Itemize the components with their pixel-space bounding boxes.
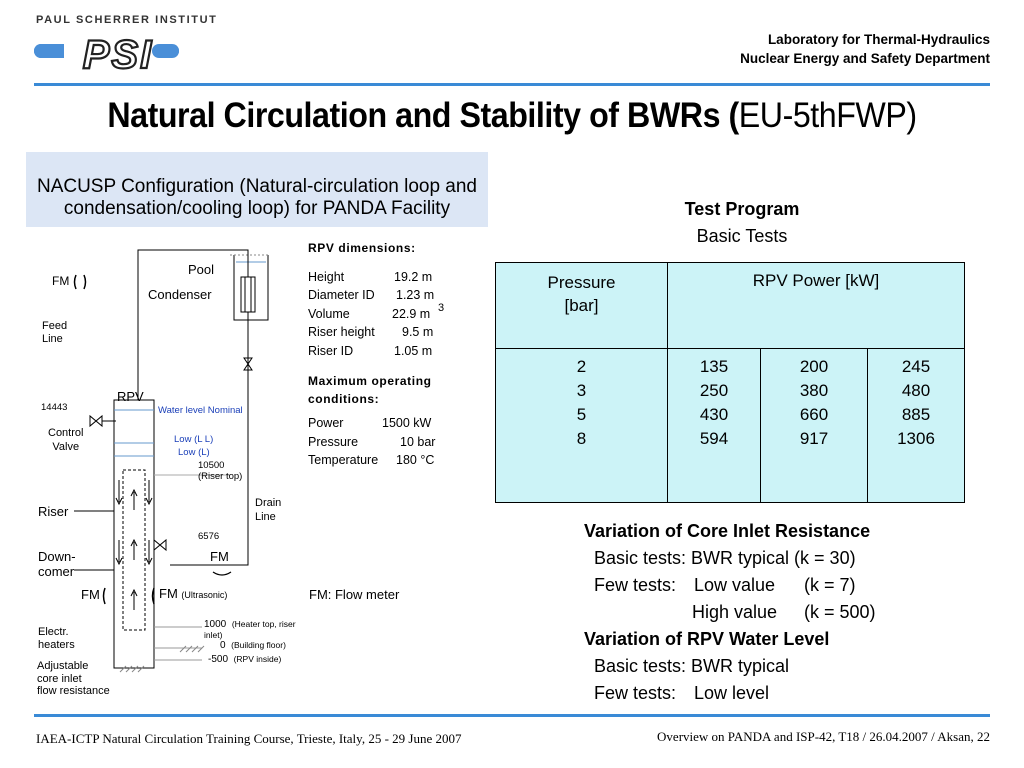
- config-caption: NACUSP Configuration (Natural-circulation loop and condensation/cooling loop) for PANDA Facility: [26, 152, 488, 227]
- flow-meter-legend: FM: Flow meter: [309, 587, 400, 602]
- institute-name: PAUL SCHERRER INSTITUT: [36, 14, 218, 26]
- drain-valve-mid: [154, 540, 166, 550]
- pressure-header: Pressure [bar]: [496, 263, 668, 349]
- core-resistance-heading: Variation of Core Inlet Resistance: [584, 521, 871, 541]
- variations-list: Variation of Core Inlet Resistance Basic tests: BWR typical (k = 30) Few tests: Low value (k = 7) High value (k = 500) Variation of RPV Water Level Basic tests: BWR typical Few tests: Low level: [584, 518, 984, 707]
- feed-line-label: Feed Line: [42, 320, 68, 345]
- department-name: Nuclear Energy and Safety Department: [740, 51, 990, 66]
- test-program: [640, 196, 844, 250]
- elevation-10500: 10500 (Riser top): [198, 460, 243, 482]
- max-conditions-heading: Maximum operating conditions:: [308, 374, 432, 406]
- power-header: RPV Power [kW]: [668, 263, 965, 349]
- psi-logo: [34, 30, 179, 74]
- pressure-values: 2 3 5 8: [496, 349, 668, 503]
- power-col-2: 200 380 660 917: [761, 349, 868, 503]
- fm-left-label: FM: [81, 587, 100, 602]
- page-title: Natural Circulation and Stability of BWRs (EU-5thFWP): [107, 96, 917, 135]
- fm-mid-label: FM: [210, 549, 229, 564]
- test-program-heading: Test Program: [684, 199, 800, 219]
- fm-top-label: FM: [52, 274, 70, 288]
- elevation-14443: 14443: [41, 402, 68, 413]
- control-valve-label: Control Valve: [48, 427, 84, 453]
- test-program-subheading: Basic Tests: [696, 226, 788, 246]
- pool-label: Pool: [188, 262, 215, 277]
- condenser-unit: [241, 277, 255, 312]
- rpv-label: RPV: [117, 389, 144, 404]
- water-level-nominal-label: Water level Nominal: [158, 405, 243, 416]
- rpv-dimensions: RPV dimensions: Height 19.2 m Diameter ID 1.23 m Volume 22.9 m 3 Riser height 9.5 m Riser ID 1.05 m Maximum operating conditions: Power 1500 kW Pressure 10 bar Temperature 180 °C: [308, 239, 478, 470]
- low-ll-label: Low (L L): [174, 434, 214, 445]
- power-col-1: 135 250 430 594: [668, 349, 761, 503]
- fm-ultrasonic-label: FM (Ultrasonic): [159, 586, 228, 601]
- test-matrix-table: [495, 262, 965, 503]
- drain-line-label: Drain Line: [255, 497, 282, 523]
- panda-diagram: [30, 240, 310, 710]
- rpv-vessel: [114, 400, 154, 668]
- low-l-label: Low (L): [178, 447, 210, 458]
- header-divider: [34, 83, 990, 86]
- lab-name: Laboratory for Thermal-Hydraulics: [767, 32, 990, 47]
- elevation-1000: 1000 (Heater top, riser inlet): [204, 619, 296, 640]
- water-level-heading: Variation of RPV Water Level: [584, 629, 830, 649]
- elevation-6576: 6576: [198, 531, 220, 542]
- control-valve: [90, 416, 102, 426]
- footer-course: IAEA-ICTP Natural Circulation Training Course, Trieste, Italy, 25 - 29 June 2007: [36, 731, 462, 746]
- rpv-dimensions-heading: RPV dimensions:: [308, 241, 416, 255]
- condenser-label: Condenser: [148, 287, 212, 302]
- elevation-minus-500: -500 (RPV inside): [208, 654, 282, 665]
- downcomer-label: Down- comer: [38, 549, 76, 579]
- footer-divider: [34, 714, 990, 717]
- riser-label: Riser: [38, 504, 69, 519]
- footer-slide-info: Overview on PANDA and ISP-42, T18 / 26.04.2007 / Aksan, 22: [657, 729, 990, 744]
- logo-text: PSI: [82, 33, 154, 74]
- electr-heaters-label: Electr. heaters: [38, 626, 75, 651]
- adjustable-resistance-label: Adjustable core inlet flow resistance: [37, 660, 110, 697]
- elevation-0: 0 (Building floor): [220, 640, 286, 651]
- power-col-3: 245 480 885 1306: [868, 349, 965, 503]
